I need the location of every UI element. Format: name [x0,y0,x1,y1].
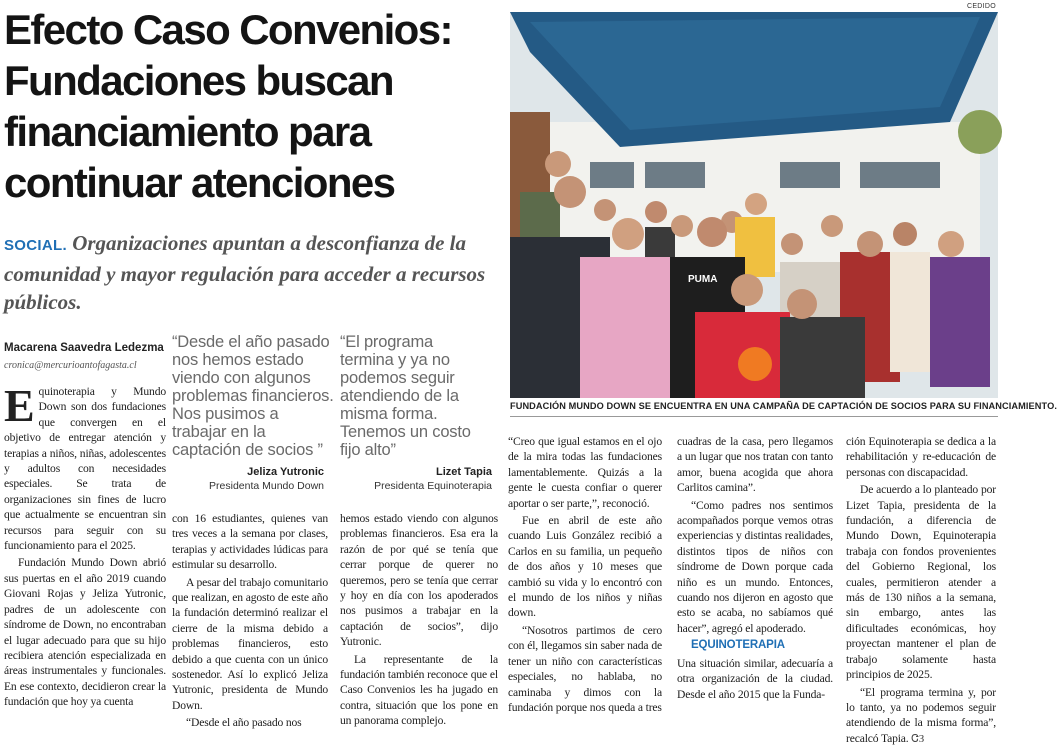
section-subhead: EQUINOTERAPIA [677,638,833,653]
headline-line: Fundaciones buscan [4,55,504,106]
byline-email[interactable]: cronica@mercurioantofagasta.cl [4,360,169,371]
deck [4,229,504,316]
caption-divider [510,416,998,417]
deck-text: Organizaciones apuntan a desconfianza de la comunidad y mayor regulación para acceder a recursos públicos. [4,231,485,314]
group-photo [510,12,998,398]
headline-line: financiamiento para [4,106,504,157]
quote-author: Lizet Tapia [340,466,492,478]
body-paragraph: con 16 estudiantes, quienes van tres veces a la semana por clases, terapias y actividades lúdicas para estimular su desarrollo. [172,511,328,573]
pull-quote: “El programa termina y ya no podemos seguir atendiendo de la misma forma. Tenemos un costo fijo alto” [340,333,490,459]
group-photo-illustration [510,12,998,398]
drop-cap: E [4,388,35,424]
photo-credit: CEDIDO [967,3,996,10]
headline [4,4,504,208]
body-paragraph: cuadras de la casa, pero llegamos a un lugar que nos tratan con tanto amor, buena acogida que ahora Carlitos camina”. [677,434,833,496]
sweater-brand-text: PUMA [688,274,717,285]
quote-author: Jeliza Yutronic [172,466,324,478]
body-paragraph: “Como padres nos sentimos acompañados porque vemos otras experiencias y distintas realidades, distintos tipos de niños con síndrome de Down porque cada niño es un mundo. Entonces, cuando nos dijeron en agosto que esto se acaba, no sabíamos qué hacer”, agregó el apoderado. [677,498,833,637]
quote-attribution [172,466,324,492]
body-column [677,434,833,702]
body-paragraph: “Nosotros partimos de cero con él, llegamos sin saber nada de tener un niño con características especiales, no hablaba, no caminaba y dimos con la fundación porque nos queda a tres [508,623,662,715]
body-paragraph: hemos estado viendo con algunos problemas financieros. Esa era la razón de por qué se tenía que cerrar porque de querer no queremos, pero se tenía que cerrar y hoy en día con los apoderados nos pusimos a trabajar en la captación de socios”, dijo Yutronic. [340,511,498,650]
body-paragraph: La representante de la fundación también reconoce que el Caso Convenios les ha jugado en contra, situación que los pone en un panorama complejo. [340,652,498,729]
section-kicker: SOCIAL. [4,237,67,254]
body-paragraph: Equinoterapia y Mundo Down son dos fundaciones que convergen en el objetivo de entregar atención y terapias a niños, niñas, adolescentes y adultos con necesidades especiales. Se trata de organizaciones sin fines de lucro que actualmente se encuentran sin recursos para seguir con su funcionamiento para el 2025. [4,384,166,553]
byline [4,342,169,371]
body-column [172,511,328,731]
body-column [4,384,166,710]
pull-quote: “Desde el año pasado nos hemos estado viendo con algunos problemas financieros. Nos pusimos a trabajar en la captación de socios ” [172,333,334,459]
headline-line: Efecto Caso Convenios: [4,4,504,55]
body-paragraph: Fue en abril de este año cuando Luis González recibió a Carlos en su familia, un pequeño de dos años y 10 meses que cambió su vida y lo encontró con el mundo de los niños y niñas down. [508,513,662,621]
body-paragraph: Fundación Mundo Down abrió sus puertas en el año 2019 cuando Giovani Rojas y Jeliza Yutronic, padres de un adolescente con síndrome de Down, no encontraban el lugar adecuado para que su hijo recibiera atención especializada en áreas instrumentales y funcionales. En ese contexto, decidieron crear la fundación que hoy ya cuenta [4,555,166,709]
body-paragraph: Una situación similar, adecuaría a otra organización de la ciudad. Desde el año 2015 que la Funda- [677,656,833,702]
headline-line: continuar atenciones [4,157,504,208]
end-mark-icon: ᏣЗ [911,733,924,745]
body-paragraph: “Creo que igual estamos en el ojo de la mira todas las fundaciones lamentablemente. Quizás a la gente le cuesta confiar o querer aportar o ser parte,”, reconoció. [508,434,662,511]
quote-author-role: Presidenta Equinoterapia [340,480,492,492]
body-paragraph: “El programa termina y, por lo tanto, ya no podemos seguir atendiendo de la misma forma”, recalcó Tapia. ᏣЗ [846,685,996,747]
body-column [340,511,498,729]
body-column [846,434,996,747]
quote-author-role: Presidenta Mundo Down [172,480,324,492]
body-paragraph: A pesar del trabajo comunitario que realizan, en agosto de este año la fundación determinó realizar el cierre de la misma debido a problemas financieros, esto debido a que cuenta con un único sostenedor. Así lo explicó Jeliza Yutronic, presidenta de Mundo Down. [172,575,328,714]
body-column [508,434,662,715]
photo-caption: FUNDACIÓN MUNDO DOWN SE ENCUENTRA EN UNA CAMPAÑA DE CAPTACIÓN DE SOCIOS PARA SU FINANCIAMIENTO. [510,401,1000,411]
quote-attribution [340,466,492,492]
body-paragraph: “Desde el año pasado nos [172,715,328,730]
body-paragraph: ción Equinoterapia se dedica a la rehabilitación y re-educación de personas con discapacidad. [846,434,996,480]
body-paragraph: De acuerdo a lo planteado por Lizet Tapia, presidenta de la fundación, a diferencia de Mundo Down, Equinoterapia trabaja con fondos provenientes del Gobierno Regional, los cuales, permitieron atender a más de 130 niños a la semana, sin embargo, antes las dificultades económicas, hoy proyectan mantener el plan de trabajo solamente hasta principios de 2025. [846,482,996,682]
byline-author: Macarena Saavedra Ledezma [4,342,169,354]
